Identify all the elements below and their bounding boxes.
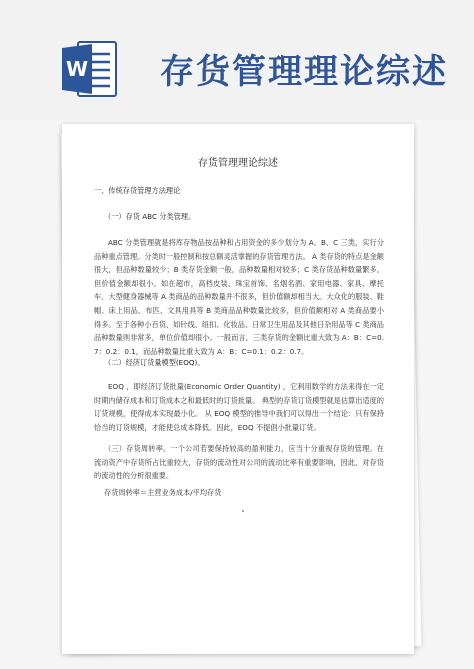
- word-icon-letter: W: [65, 57, 89, 81]
- paragraph-abc: ABC 分类管理就是将库存物品按品种和占用资金的多少划分为 A、B、C 三类，实行分品种重点管理。分类时一般控制和按总额灵活掌握的存货管理方法。 A 类存货的特点是金额很大，但品种数量较少；B 类存货金额一般，品种数量相对较多；C 类存货品种数量繁多，但价值金额却很小。如在超市，高档皮装、珠宝首饰、名烟名酒、家用电器、家具、摩托车、大型健身器械等 A 类商品的品种数量并不很多，但价值额却相当大。大众化的服装、鞋帽、床上用品、布匹、文具用具等 B 类商品品种数量比较多，但价值额相对 A 类商品要小得多。至于各种小百货、如针线、纽扣、化妆品、日常卫生用品及其他日杂用品等 C 类商品品种数量则非常多，单位价值却很小。一般而言，三类存货的金额比重大致为 A：B：C=0.7：0.2：0.1，而品种数量比重大致为 A：B：C=0.1：0.2：0.7。: [94, 238, 384, 356]
- turnover-formula: 存货周转率＝主营业务成本/平均存货: [104, 488, 222, 497]
- section-heading-1: 一、传统存货管理方法理论: [94, 186, 181, 195]
- banner-header: [0, 0, 474, 120]
- document-title: 存货管理理论综述: [198, 158, 278, 169]
- paragraph-turnover: （三）存货周转率。一个公司若要保持较高的盈利能力，应当十分重视存货的管理。在流动资产中存货所占比重较大，存货的流动性对公司的流动比率有重要影响，因此，对存货的流动性的分析很重要。: [94, 444, 384, 481]
- page-dot: [242, 510, 244, 512]
- document-page: [62, 124, 414, 654]
- subheading-abc: （一）存货 ABC 分类管理。: [104, 212, 196, 221]
- word-document-icon: [60, 38, 118, 100]
- subheading-eoq: （二）经济订货量模型(EOQ)。: [104, 358, 205, 367]
- paragraph-eoq: EOQ ，即经济订货批量(Economic Order Quantity) ，它利用数学的方法来得在一定时期内储存成本和订货成本之和最低时的订货批量。 典型的存货订货模型就是估算出适度的订货规模，使得成本实现最小化。 从 EOQ 模型的推导中我们可以得出一个结论：只有保持恰当的订货规模，才能使总成本降低。因此，EOQ 不提倡小批量订货。: [94, 382, 384, 432]
- banner-title: 存货管理理论综述: [160, 52, 448, 92]
